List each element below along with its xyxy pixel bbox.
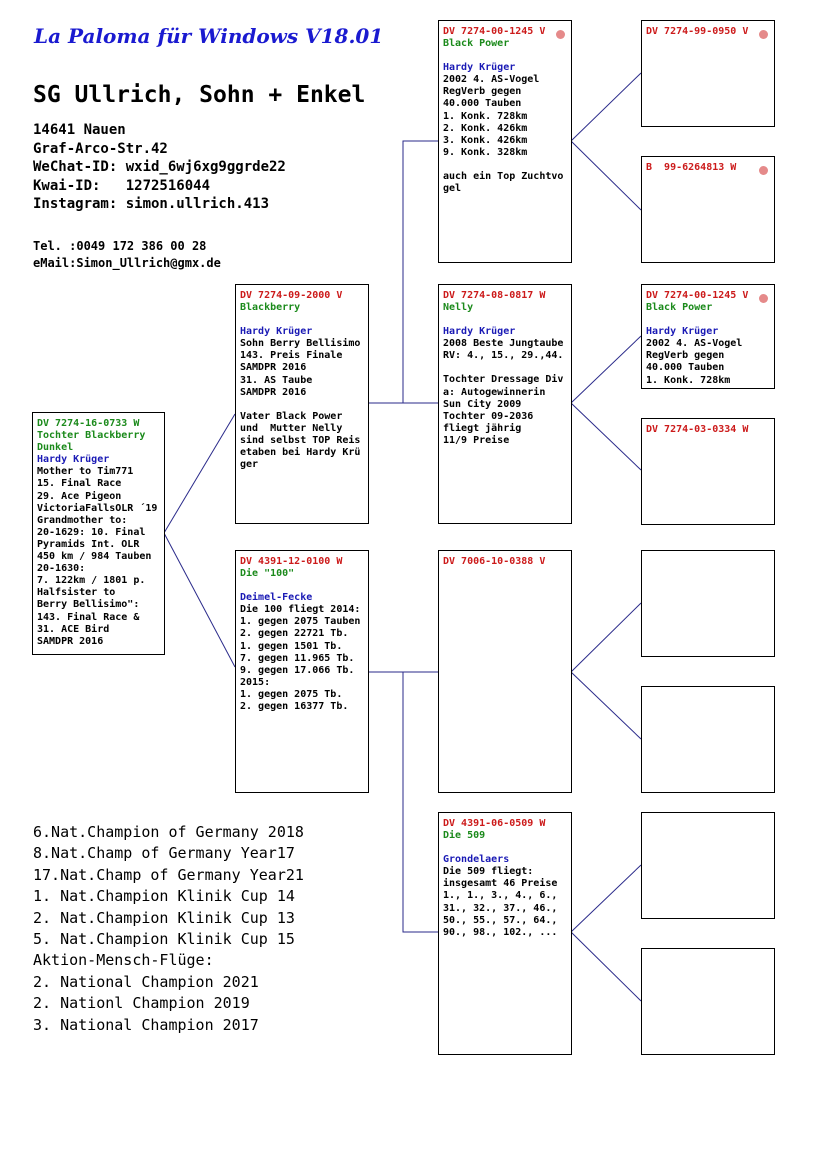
connector-subject-dam bbox=[164, 533, 235, 667]
pigeon-name: Blackberry bbox=[240, 302, 301, 314]
pedigree-card-sire-sire[interactable] bbox=[438, 20, 572, 263]
ring-number: DV 7274-08-0817 W bbox=[443, 290, 546, 301]
ring-number: DV 4391-06-0509 W bbox=[443, 818, 546, 829]
pigeon-notes: 2002 4. AS-Vogel RegVerb gegen 40.000 Tauben 1. Konk. 728km bbox=[646, 338, 743, 386]
ring-number: DV 7274-16-0733 W bbox=[37, 418, 140, 429]
pedigree-card-ggp-1[interactable] bbox=[641, 20, 775, 127]
pedigree-card-ggp-8[interactable] bbox=[641, 948, 775, 1055]
connector-ggp4 bbox=[571, 403, 641, 470]
pigeon-notes: 2002 4. AS-Vogel RegVerb gegen 40.000 Tauben 1. Konk. 728km 2. Konk. 426km 3. Konk. 426km 9. Konk. 328km bbox=[443, 74, 540, 158]
breeder-name: Deimel-Fecke bbox=[240, 592, 313, 604]
pigeon-name: Black Power bbox=[646, 302, 713, 314]
pedigree-card-dam[interactable] bbox=[235, 550, 369, 793]
ring-number: B 99-6264813 W bbox=[646, 162, 737, 173]
owner-contact: Tel. :0049 172 386 00 28 eMail:Simon_Ullrich@gmx.de bbox=[33, 239, 221, 270]
owner-name: SG Ullrich, Sohn + Enkel bbox=[33, 82, 366, 108]
pedigree-card-ggp-5[interactable] bbox=[641, 550, 775, 657]
marker-dot-icon bbox=[759, 294, 768, 303]
pigeon-notes: Sohn Berry Bellisimo 143. Preis Finale SAMDPR 2016 31. AS Taube SAMDPR 2016 bbox=[240, 338, 361, 398]
pigeon-notes-extra: Vater Black Power und Mutter Nelly sind selbst TOP Reis etaben bei Hardy Krü ger bbox=[240, 410, 361, 471]
breeder-name: Hardy Krüger bbox=[443, 62, 516, 74]
connector-ggp1 bbox=[571, 73, 641, 141]
pedigree-card-dam-dam[interactable] bbox=[438, 812, 572, 1055]
ring-number: DV 7274-00-1245 V bbox=[443, 26, 546, 37]
pigeon-notes: 2008 Beste Jungtaube RV: 4., 15., 29.,44. bbox=[443, 338, 564, 362]
breeder-name: Hardy Krüger bbox=[646, 326, 719, 338]
pedigree-card-ggp-7[interactable] bbox=[641, 812, 775, 919]
ring-number: DV 7006-10-0388 V bbox=[443, 556, 546, 567]
pigeon-name: Tochter Blackberry Dunkel bbox=[37, 430, 146, 454]
pedigree-card-ggp-3[interactable] bbox=[641, 284, 775, 389]
pigeon-notes: Mother to Tim771 15. Final Race 29. Ace Pigeon VictoriaFallsOLR ´19 Grandmother to: 20-1629: 10. Final Pyramids Int. OLR 450 km / 984 Tauben 20-1630: 7. 122km / 1801 p. Halfsister to Berry Bellisimo": 143. Final Race & 31. ACE Bird SAMDPR 2016 bbox=[37, 466, 158, 647]
pedigree-card-sire-dam[interactable] bbox=[438, 284, 572, 524]
pigeon-name: Black Power bbox=[443, 38, 510, 50]
connector-dam-dam bbox=[368, 672, 438, 932]
pedigree-card-dam-sire[interactable] bbox=[438, 550, 572, 793]
pigeon-name: Die "100" bbox=[240, 568, 295, 580]
breeder-name: Hardy Krüger bbox=[240, 326, 313, 338]
ring-number: DV 7274-99-0950 V bbox=[646, 26, 749, 37]
ring-number: DV 7274-00-1245 V bbox=[646, 290, 749, 301]
pigeon-name: Nelly bbox=[443, 302, 474, 314]
breeder-name: Hardy Krüger bbox=[443, 326, 516, 338]
marker-dot-icon bbox=[759, 30, 768, 39]
breeder-name: Grondelaers bbox=[443, 854, 510, 866]
ring-number: DV 7274-09-2000 V bbox=[240, 290, 343, 301]
connector-sire-sire bbox=[368, 141, 438, 403]
pigeon-notes-extra: auch ein Top Zuchtvo gel bbox=[443, 170, 564, 195]
ring-number: DV 7274-03-0334 W bbox=[646, 424, 749, 435]
connector-ggp5 bbox=[571, 603, 641, 672]
connector-subject-sire bbox=[164, 414, 235, 533]
ring-number: DV 4391-12-0100 W bbox=[240, 556, 343, 567]
pigeon-notes-extra: Tochter Dressage Div a: Autogewinnerin Sun City 2009 Tochter 09-2036 fliegt jährig 11/9 Preise bbox=[443, 374, 564, 446]
connector-ggp2 bbox=[571, 141, 641, 210]
owner-address: 14641 Nauen Graf-Arco-Str.42 WeChat-ID: wxid_6wj6xg9ggrde22 Kwai-ID: 1272516044 Instagram: simon.ullrich.413 bbox=[33, 122, 286, 212]
pedigree-card-subject[interactable] bbox=[32, 412, 165, 655]
marker-dot-icon bbox=[759, 166, 768, 175]
connector-ggp8 bbox=[571, 932, 641, 1001]
connector-ggp6 bbox=[571, 672, 641, 739]
marker-dot-icon bbox=[556, 30, 565, 39]
pigeon-notes: Die 509 fliegt: insgesamt 46 Preise 1., 1., 3., 4., 6., 31., 32., 37., 46., 50., 55., 57., 64., 90., 98., 102., ... bbox=[443, 866, 558, 938]
connector-ggp3 bbox=[571, 336, 641, 403]
pedigree-card-ggp-4[interactable] bbox=[641, 418, 775, 525]
pedigree-card-sire[interactable] bbox=[235, 284, 369, 524]
connector-ggp7 bbox=[571, 865, 641, 932]
breeder-name: Hardy Krüger bbox=[37, 454, 110, 466]
pigeon-notes: Die 100 fliegt 2014: 1. gegen 2075 Tauben 2. gegen 22721 Tb. 1. gegen 1501 Tb. 7. gegen 11.965 Tb. 9. gegen 17.066 Tb. 2015: 1. gegen 2075 Tb. 2. gegen 16377 Tb. bbox=[240, 604, 361, 713]
pigeon-name: Die 509 bbox=[443, 830, 486, 842]
pedigree-card-ggp-6[interactable] bbox=[641, 686, 775, 793]
pedigree-card-ggp-2[interactable] bbox=[641, 156, 775, 263]
achievements-list: 6.Nat.Champion of Germany 2018 8.Nat.Champ of Germany Year17 17.Nat.Champ of Germany Year21 1. Nat.Champion Klinik Cup 14 2. Nat.Champion Klinik Cup 13 5. Nat.Champion Klinik Cup 15 Aktion-Mensch-Flüge: 2. National Champion 2021 2. Nationl Champion 2019 3. National Champion 2017 bbox=[33, 823, 304, 1034]
app-logo: La Paloma für Windows V18.01 bbox=[34, 24, 384, 48]
